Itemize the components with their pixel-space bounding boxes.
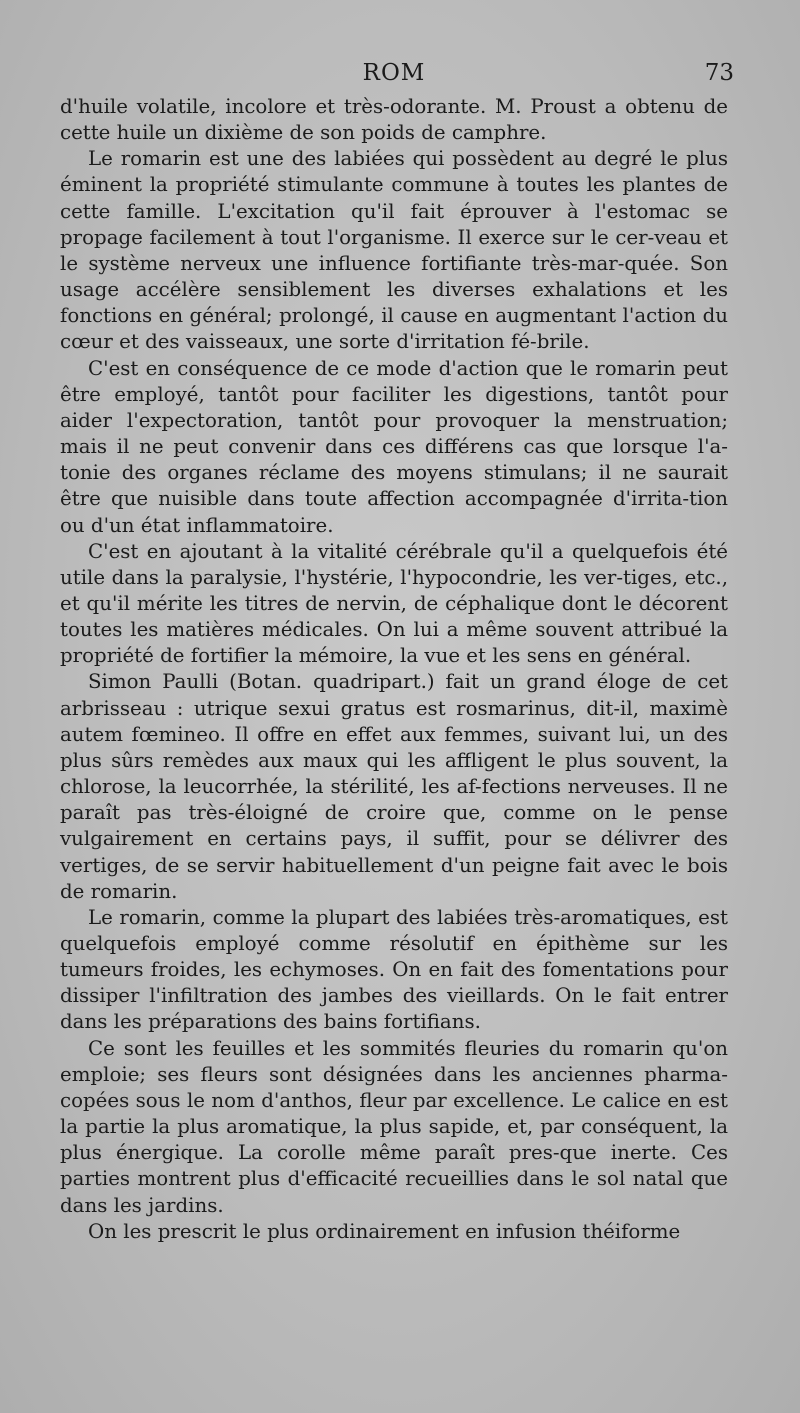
paragraph-5: Simon Paulli (Botan. quadripart.) fait un grand éloge de cet arbrisseau : utrique sexui gratus est rosmarinus, dit-il, maximè autem fœmineo. Il offre en effet aux femmes, suivant lui, un des plus sûrs remèdes aux maux qui les affligent le plus souvent, la chlorose, la leucorrhée, la stérilité, les af-fections nerveuses. Il ne paraît pas très-éloigné de croire que, comme on le pense vulgairement en certains pays, il suffit, pour se délivrer des vertiges, de se servir habituellement d'un peigne fait avec le bois de romarin.	[60, 670, 728, 903]
paragraph-3: C'est en conséquence de ce mode d'action que le romarin peut être employé, tantôt pour faciliter les digestions, tantôt pour aider l'expectoration, tantôt pour provoquer la menstruation; mais il ne peut convenir dans ces différens cas que lorsque l'a-tonie des organes réclame des moyens stimulans; il ne saurait être que nuisible dans toute affection accompagnée d'irrita-tion ou d'un état inflammatoire.	[60, 356, 728, 537]
paragraph-2: Le romarin est une des labiées qui possèdent au degré le plus éminent la propriété stimulante commune à toutes les plantes de cette famille. L'excitation qu'il fait éprouver à l'estomac se propage facilement à tout l'organisme. Il exerce sur le cer-veau et le système nerveux une influence fortifiante très-mar-quée. Son usage accélère sensiblement les diverses exhalations et les fonctions en général; prolongé, il cause en augmentant l'action du cœur et des vaisseaux, une sorte d'irritation fé-brile.	[60, 147, 728, 354]
paragraph-6: Le romarin, comme la plupart des labiées très-aromatiques, est quelquefois employé comme résolutif en épithème sur les tumeurs froides, les echymoses. On en fait des fomentations pour dissiper l'infiltration des jambes des vieillards. On le fait entrer dans les préparations des bains fortifians.	[60, 905, 728, 1034]
page-number: 73	[704, 60, 734, 86]
paragraph-8: On les prescrit le plus ordinairement en infusion théiforme	[88, 1219, 681, 1243]
book-page	[60, 56, 734, 1245]
page-header	[60, 56, 734, 94]
paragraph-4: C'est en ajoutant à la vitalité cérébrale qu'il a quelquefois été utile dans la paralysie, l'hystérie, l'hypocondrie, les ver-tiges, etc., et qu'il mérite les titres de nervin, de céphalique dont le décorent toutes les matières médicales. On lui a même souvent attribué la propriété de fortifier la mémoire, la vue et les sens en général.	[60, 539, 728, 668]
paragraph-1: d'huile volatile, incolore et très-odorante. M. Proust a obtenu de cette huile un dixième de son poids de camphre.	[60, 95, 728, 145]
running-head: ROM	[362, 60, 426, 86]
paragraph-7: Ce sont les feuilles et les sommités fleuries du romarin qu'on emploie; ses fleurs sont désignées dans les anciennes pharma-copées sous le nom d'anthos, fleur par excellence. Le calice en est la partie la plus aromatique, la plus sapide, et, par conséquent, la plus énergique. La corolle même paraît pres-que inerte. Ces parties montrent plus d'efficacité recueillies dans le sol natal que dans les jardins.	[60, 1036, 728, 1217]
